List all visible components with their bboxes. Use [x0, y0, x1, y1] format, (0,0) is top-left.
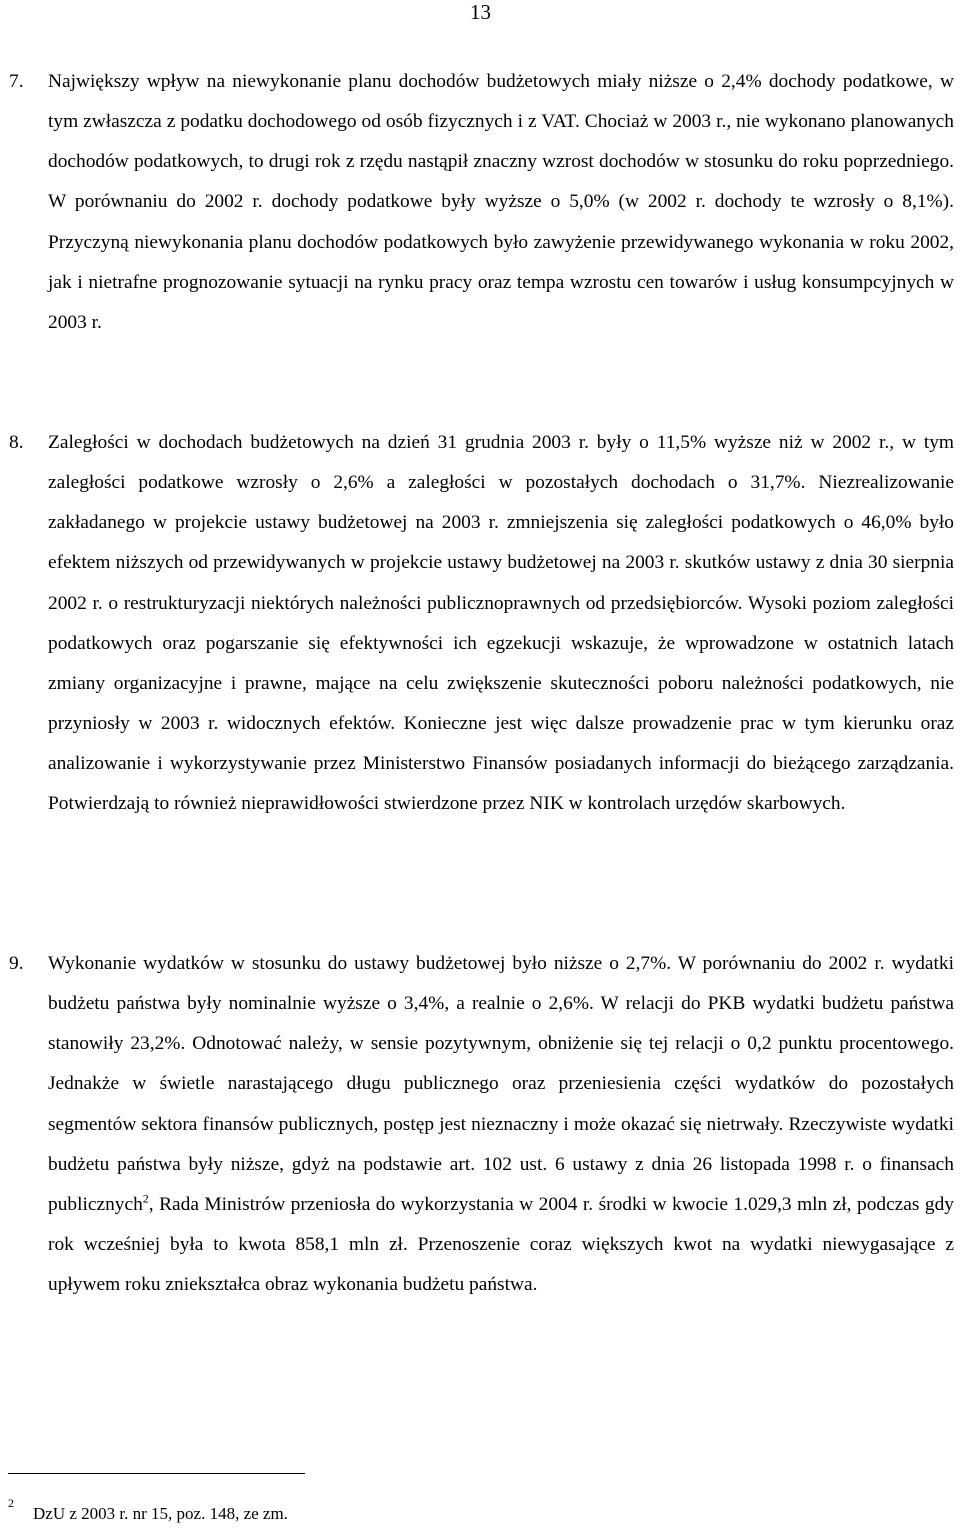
footnote-separator: [8, 1473, 305, 1474]
item-text: [48, 944, 954, 1305]
footnote-reference: 2: [142, 1191, 149, 1206]
footnote-mark: 2: [8, 1496, 14, 1510]
footnote-text: DzU z 2003 r. nr 15, poz. 148, ze zm.: [33, 1504, 288, 1523]
item-text: Zaległości w dochodach budżetowych na dzień 31 grudnia 2003 r. były o 11,5% wyższe niż w 2002 r., w tym zaległości podatkowe wzrosły o 2,6% a zaległości w pozostałych dochodach o 31,7%. Niezrealizowanie zakładanego w projekcie ustawy budżetowej na 2003 r. zmniejszenia się zaległości podatkowych o 46,0% było efektem niższych od przewidywanych w projekcie ustawy budżetowej na 2003 r. skutków ustawy z dnia 30 sierpnia 2002 r. o restrukturyzacji niektórych należności publicznoprawnych od przedsiębiorców. Wysoki poziom zaległości podatkowych oraz pogarszanie się efektywności ich egzekucji wskazuje, że wprowadzone w ostatnich latach zmiany organizacyjne i prawne, mające na celu zwiększenie skuteczności poboru należności podatkowych, nie przyniosły w 2003 r. widocznych efektów. Konieczne jest więc dalsze prowadzenie prac w tym kierunku oraz analizowanie i wykorzystywanie przez Ministerstwo Finansów posiadanych informacji do bieżącego zarządzania. Potwierdzają to również nieprawidłowości stwierdzone przez NIK w kontrolach urzędów skarbowych.: [48, 432, 954, 815]
item-text-part: , Rada Ministrów przeniosła do wykorzystania w 2004 r. środki w kwocie 1.029,3 mln zł, podczas gdy rok wcześniej była to kwota 858,1 mln zł. Przenoszenie coraz większych kwot na wydatki niewygasające z upływem roku zniekształca obraz wykonania budżetu państwa.: [48, 1193, 954, 1296]
item-text: Największy wpływ na niewykonanie planu dochodów budżetowych miały niższe o 2,4% dochody podatkowe, w tym zwłaszcza z podatku dochodowego od osób fizycznych i z VAT. Chociaż w 2003 r., nie wykonano planowanych dochodów podatkowych, to drugi rok z rzędu nastąpił znaczny wzrost dochodów w stosunku do roku poprzedniego. W porównaniu do 2002 r. dochody podatkowe były wyższe o 5,0% (w 2002 r. dochody te wzrosły o 8,1%). Przyczyną niewykonania planu dochodów podatkowych było zawyżenie przewidywanego wykonania w roku 2002, jak i nietrafne prognozowanie sytuacji na rynku pracy oraz tempa wzrostu cen towarów i usług konsumpcyjnych w 2003 r.: [48, 71, 954, 333]
item-text-part: Wykonanie wydatków w stosunku do ustawy budżetowej było niższe o 2,7%. W porównaniu do 2002 r. wydatki budżetu państwa były nominalnie wyższe o 3,4%, a realnie o 2,6%. W relacji do PKB wydatki budżetu państwa stanowiły 23,2%. Odnotować należy, w sensie pozytywnym, obniżenie się tej relacji o 0,2 punktu procentowego. Jednakże w świetle narastającego długu publicznego oraz przeniesienia części wydatków do pozostałych segmentów sektora finansów publicznych, postęp jest nieznaczny i może okazać się nietrwały. Rzeczywiste wydatki budżetu państwa były niższe, gdyż na podstawie art. 102 ust. 6 ustawy z dnia 26 listopada 1998 r. o finansach publicznych: [48, 953, 954, 1215]
item-number: 7.: [9, 71, 24, 92]
list-item-9: [0, 944, 960, 1305]
item-number: 8.: [9, 432, 24, 453]
list-item-7: [0, 62, 960, 343]
page-number: 13: [470, 0, 491, 24]
item-number: 9.: [9, 953, 24, 974]
list-item-8: [0, 423, 960, 825]
